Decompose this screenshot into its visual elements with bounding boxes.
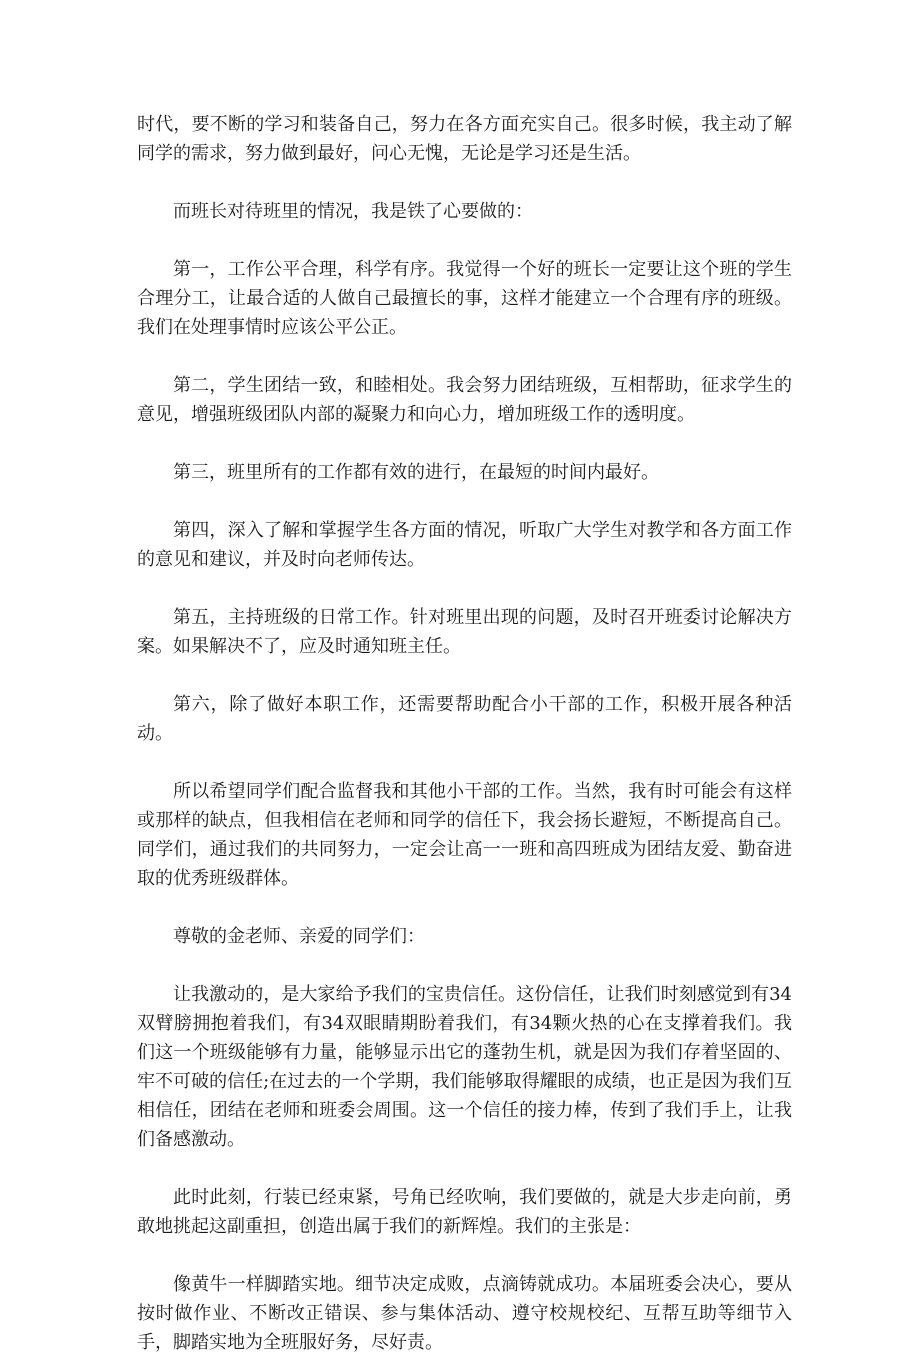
paragraph: 第三，班里所有的工作都有效的进行，在最短的时间内最好。 [173,462,659,483]
paragraph: 第五，主持班级的日常工作。针对班里出现的问题，及时召开班委讨论解决方案。如果解决不了，应及时通知班主任。 [137,607,792,657]
paragraph: 第四，深入了解和掌握学生各方面的情况，听取广大学生对教学和各方面工作的意见和建议，并及时向老师传达。 [137,520,792,570]
paragraph: 像黄牛一样脚踏实地。细节决定成败，点滴铸就成功。本届班委会决心，要从按时做作业、不断改正错误、参与集体活动、遵守校规校纪、互帮互助等细节入手，脚踏实地为全班服好务，尽好责。 [137,1274,792,1353]
paragraph: 第六，除了做好本职工作，还需要帮助配合小干部的工作，积极开展各种活动。 [137,694,792,744]
paragraph: 第一，工作公平合理，科学有序。我觉得一个好的班长一定要让这个班的学生合理分工，让最合适的人做自己最擅长的事，这样才能建立一个合理有序的班级。我们在处理事情时应该公平公正。 [137,259,792,338]
paragraph: 所以希望同学们配合监督我和其他小干部的工作。当然，我有时可能会有这样或那样的缺点，但我相信在老师和同学的信任下，我会扬长避短，不断提高自己。同学们，通过我们的共同努力，一定会让高一一班和高四班成为团结友爱、勤奋进取的优秀班级群体。 [137,781,792,889]
paragraph: 时代，要不断的学习和装备自己，努力在各方面充实自己。很多时候，我主动了解同学的需求，努力做到最好，问心无愧，无论是学习还是生活。 [137,114,792,164]
paragraph: 而班长对待班里的情况，我是铁了心要做的： [173,201,533,222]
document-body [137,110,792,1357]
paragraph: 第二，学生团结一致，和睦相处。我会努力团结班级，互相帮助，征求学生的意见，增强班级团队内部的凝聚力和向心力，增加班级工作的透明度。 [137,375,792,425]
salutation: 尊敬的金老师、亲爱的同学们： [173,926,425,947]
paragraph: 让我激动的，是大家给予我们的宝贵信任。这份信任，让我们时刻感觉到有34双臂膀拥抱着我们，有34双眼睛期盼着我们，有34颗火热的心在支撑着我们。我们这一个班级能够有力量，能够显示出它的蓬勃生机，就是因为我们存着坚固的、牢不可破的信任;在过去的一个学期，我们能够取得耀眼的成绩，也正是因为我们互相信任，团结在老师和班委会周围。这一个信任的接力棒，传到了我们手上，让我们备感激动。 [137,984,792,1150]
paragraph: 此时此刻，行装已经束紧，号角已经吹响，我们要做的，就是大步走向前，勇敢地挑起这副重担，创造出属于我们的新辉煌。我们的主张是： [137,1187,792,1237]
